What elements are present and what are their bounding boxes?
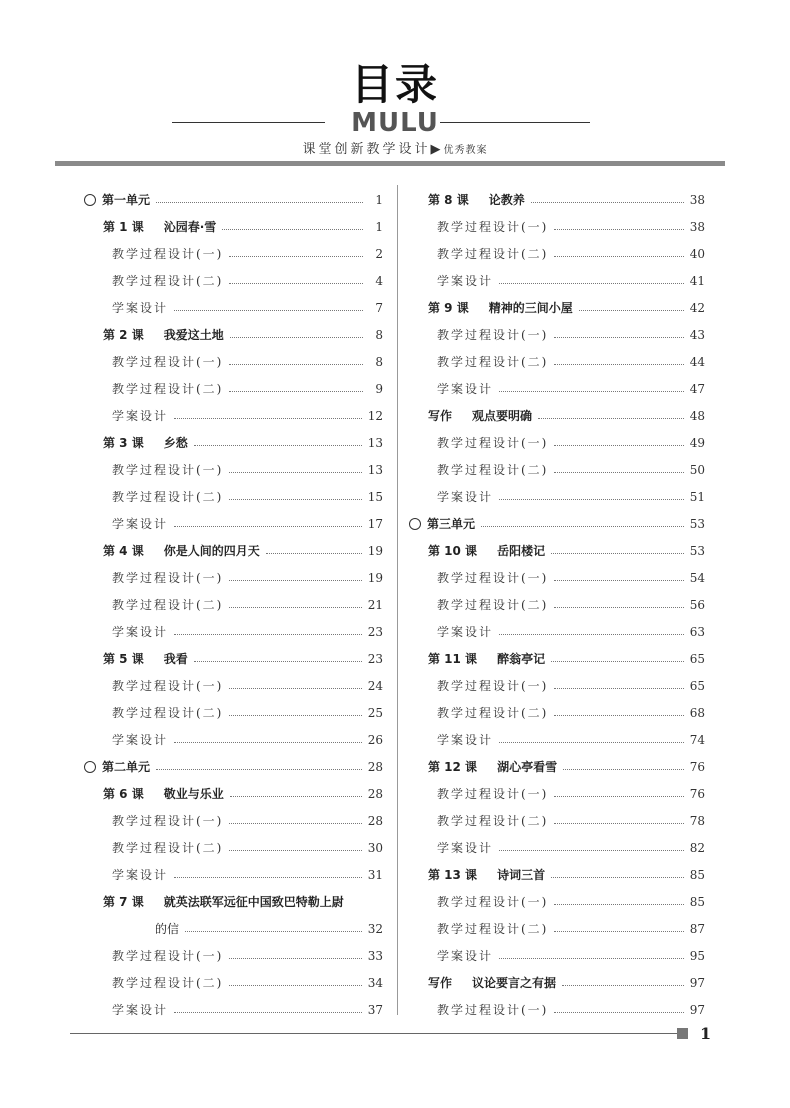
entry-title: 教学过程设计(二) [112, 274, 224, 288]
entry-title: 教学过程设计(二) [437, 814, 549, 828]
toc-entry-unit[interactable] [84, 753, 383, 780]
dot-leader [194, 445, 362, 446]
dot-leader [499, 283, 684, 284]
dot-leader [554, 715, 683, 716]
entry-title: 学案设计 [437, 733, 494, 747]
lesson-number: 第 11 课 [428, 652, 478, 666]
entry-page: 38 [689, 219, 705, 234]
dot-leader [174, 742, 362, 743]
toc-entry-sub[interactable] [409, 483, 705, 510]
entry-page: 1 [375, 192, 383, 207]
dot-leader [174, 877, 362, 878]
dot-leader [174, 310, 363, 311]
dot-leader [538, 418, 684, 419]
entry-page: 19 [367, 570, 383, 585]
dot-leader [229, 499, 361, 500]
entry-title: 教学过程设计(一) [437, 436, 549, 450]
entry-title: 岳阳楼记 [497, 544, 546, 558]
entry-title: 教学过程设计(二) [437, 598, 549, 612]
entry-title: 的信 [155, 922, 180, 936]
lesson-number: 第 12 课 [428, 760, 478, 774]
entry-page: 30 [367, 840, 383, 855]
footer-square [677, 1028, 688, 1039]
dot-leader [222, 229, 363, 230]
entry-page: 82 [689, 840, 705, 855]
dot-leader [554, 1012, 683, 1013]
dot-leader [229, 391, 363, 392]
entry-page: 54 [689, 570, 705, 585]
toc-entry-sub[interactable] [409, 942, 705, 969]
entry-title: 教学过程设计(二) [437, 463, 549, 477]
entry-title: 诗词三首 [497, 868, 546, 882]
toc-entry-lesson[interactable] [409, 645, 705, 672]
lesson-number: 写作 [428, 409, 453, 423]
toc-entry-sub[interactable] [409, 564, 705, 591]
dot-leader [499, 742, 684, 743]
toc-entry-sub[interactable] [409, 888, 705, 915]
entry-page: 33 [367, 948, 383, 963]
entry-title: 学案设计 [112, 1003, 169, 1017]
toc-entry-lesson[interactable] [409, 294, 705, 321]
toc-entry-sub[interactable] [84, 402, 383, 429]
entry-title: 就英法联军远征中国致巴特勒上尉 [163, 895, 344, 909]
lesson-number: 第 1 课 [103, 220, 144, 234]
column-divider [397, 185, 398, 1015]
entry-page: 74 [689, 732, 705, 747]
toc-entry-sub[interactable] [84, 564, 383, 591]
entry-title: 教学过程设计(一) [437, 328, 549, 342]
toc-entry-sub[interactable] [409, 807, 705, 834]
entry-title: 学案设计 [437, 490, 494, 504]
entry-page: 21 [367, 597, 383, 612]
entry-title: 论教养 [488, 193, 525, 207]
entry-page: 51 [689, 489, 705, 504]
entry-page: 48 [689, 408, 705, 423]
entry-page: 8 [375, 327, 383, 342]
toc-entry-sub[interactable] [84, 618, 383, 645]
entry-page: 9 [375, 381, 383, 396]
entry-page: 85 [689, 894, 705, 909]
toc-entry-sub[interactable] [84, 267, 383, 294]
toc-entry-sub[interactable] [84, 834, 383, 861]
book-subtitle [0, 138, 790, 157]
toc-entry-sub[interactable] [409, 429, 705, 456]
entry-title: 教学过程设计(一) [437, 1003, 549, 1017]
entry-page: 56 [689, 597, 705, 612]
entry-page: 44 [689, 354, 705, 369]
toc-entry-sub[interactable] [84, 996, 383, 1023]
entry-title: 学案设计 [112, 733, 169, 747]
entry-page: 42 [689, 300, 705, 315]
entry-title: 教学过程设计(二) [112, 706, 224, 720]
dot-leader [531, 202, 684, 203]
entry-page: 13 [367, 435, 383, 450]
title-pinyin: MULU [351, 108, 439, 138]
entry-title: 议论要言之有据 [472, 976, 557, 990]
entry-title: 第三单元 [427, 517, 476, 531]
entry-page: 28 [367, 813, 383, 828]
lesson-number: 第 7 课 [103, 895, 144, 909]
dot-leader [554, 229, 683, 230]
entry-title: 教学过程设计(一) [112, 463, 224, 477]
entry-title: 教学过程设计(二) [112, 598, 224, 612]
toc-entry-sub[interactable] [409, 699, 705, 726]
entry-title: 你是人间的四月天 [163, 544, 260, 558]
entry-page: 38 [689, 192, 705, 207]
dot-leader [229, 688, 361, 689]
footer-rule [70, 1033, 677, 1034]
header-bar [55, 161, 725, 166]
lesson-number: 第 5 课 [103, 652, 144, 666]
toc-entry-sub[interactable] [409, 996, 705, 1023]
dot-leader [554, 931, 683, 932]
entry-title: 学案设计 [437, 841, 494, 855]
entry-page: 49 [689, 435, 705, 450]
toc-entry-lesson[interactable] [409, 186, 705, 213]
toc-entry-sub[interactable] [409, 834, 705, 861]
entry-title: 湖心亭看雪 [497, 760, 558, 774]
lesson-number: 第 2 课 [103, 328, 144, 342]
entry-title: 教学过程设计(二) [112, 490, 224, 504]
entry-title: 学案设计 [112, 868, 169, 882]
entry-title: 学案设计 [112, 301, 169, 315]
dot-leader [554, 445, 683, 446]
dot-leader [551, 661, 684, 662]
dot-leader [229, 850, 361, 851]
toc-entry-sub[interactable] [84, 483, 383, 510]
entry-page: 13 [367, 462, 383, 477]
entry-page: 37 [367, 1002, 383, 1017]
toc-entry-sub[interactable] [409, 618, 705, 645]
entry-page: 40 [689, 246, 705, 261]
entry-title: 第一单元 [102, 193, 151, 207]
toc-entry-lesson[interactable] [84, 321, 383, 348]
entry-page: 65 [689, 678, 705, 693]
entry-title: 精神的三间小屋 [488, 301, 573, 315]
toc-entry-sub[interactable] [409, 321, 705, 348]
dot-leader [229, 364, 363, 365]
dot-leader [230, 796, 362, 797]
entry-page: 41 [689, 273, 705, 288]
toc-entry-lesson[interactable] [84, 888, 383, 915]
dot-leader [174, 634, 362, 635]
entry-page: 95 [689, 948, 705, 963]
entry-page: 76 [689, 759, 705, 774]
toc-entry-sub[interactable] [409, 213, 705, 240]
entry-title: 学案设计 [112, 409, 169, 423]
toc-entry-sub[interactable] [84, 699, 383, 726]
toc-entry-lesson[interactable] [84, 645, 383, 672]
dot-leader [229, 283, 363, 284]
toc-entry-sub[interactable] [84, 348, 383, 375]
entry-page: 17 [367, 516, 383, 531]
lesson-number: 第 10 课 [428, 544, 478, 558]
title-rule-right [440, 122, 590, 123]
lesson-number: 第 13 课 [428, 868, 478, 882]
entry-page: 15 [367, 489, 383, 504]
dot-leader [499, 634, 684, 635]
dot-leader [562, 985, 684, 986]
entry-title: 教学过程设计(二) [112, 976, 224, 990]
toc-entry-sub[interactable] [84, 942, 383, 969]
entry-title: 我爱这土地 [163, 328, 224, 342]
toc-entry-sub[interactable] [84, 456, 383, 483]
entry-title: 第二单元 [102, 760, 151, 774]
lesson-number: 第 3 课 [103, 436, 144, 450]
entry-page: 1 [375, 219, 383, 234]
toc-entry-lesson[interactable] [409, 861, 705, 888]
toc-entry-unit[interactable] [84, 186, 383, 213]
dot-leader [554, 823, 683, 824]
dot-leader [229, 823, 361, 824]
entry-title: 教学过程设计(二) [112, 382, 224, 396]
entry-page: 23 [367, 624, 383, 639]
toc-entry-sub[interactable] [84, 969, 383, 996]
toc-entry-sub[interactable] [84, 591, 383, 618]
entry-title: 教学过程设计(一) [437, 895, 549, 909]
dot-leader [194, 661, 362, 662]
entry-title: 教学过程设计(二) [437, 922, 549, 936]
entry-title: 教学过程设计(一) [437, 571, 549, 585]
toc-entry-lesson[interactable] [84, 429, 383, 456]
entry-page: 47 [689, 381, 705, 396]
entry-page: 26 [367, 732, 383, 747]
circle-icon [409, 518, 421, 530]
entry-page: 31 [367, 867, 383, 882]
entry-page: 12 [367, 408, 383, 423]
entry-page: 23 [367, 651, 383, 666]
page-number: 1 [700, 1024, 712, 1043]
page-title: 目录 [350, 60, 439, 109]
dot-leader [554, 472, 683, 473]
entry-page: 4 [375, 273, 383, 288]
dot-leader [554, 337, 683, 338]
toc-entry-lesson[interactable] [84, 780, 383, 807]
dot-leader [156, 202, 363, 203]
dot-leader [499, 958, 684, 959]
toc-entry-sub[interactable] [409, 456, 705, 483]
dot-leader [229, 607, 361, 608]
toc-entry-lesson[interactable] [84, 537, 383, 564]
dot-leader [554, 364, 683, 365]
entry-title: 沁园春·雪 [163, 220, 217, 234]
dot-leader [554, 256, 683, 257]
dot-leader [551, 877, 684, 878]
entry-title: 教学过程设计(一) [112, 247, 224, 261]
entry-page: 97 [689, 1002, 705, 1017]
triangle-icon: ▶ [430, 142, 444, 157]
toc-column-right [409, 186, 705, 1023]
lesson-number: 第 4 课 [103, 544, 144, 558]
dot-leader [229, 472, 361, 473]
dot-leader [229, 580, 361, 581]
entry-title: 教学过程设计(一) [437, 679, 549, 693]
dot-leader [499, 850, 684, 851]
entry-page: 8 [375, 354, 383, 369]
entry-title: 学案设计 [437, 949, 494, 963]
toc-entry-sub[interactable] [84, 294, 383, 321]
toc-entry-sub[interactable] [409, 726, 705, 753]
entry-title: 学案设计 [437, 382, 494, 396]
dot-leader [156, 769, 362, 770]
entry-page: 2 [375, 246, 383, 261]
dot-leader [229, 985, 361, 986]
entry-page: 53 [689, 543, 705, 558]
entry-page: 78 [689, 813, 705, 828]
entry-title: 学案设计 [437, 625, 494, 639]
circle-icon [84, 761, 96, 773]
entry-title: 教学过程设计(一) [112, 814, 224, 828]
dot-leader [229, 958, 361, 959]
dot-leader [499, 391, 684, 392]
toc-entry-unit[interactable] [409, 510, 705, 537]
toc-entry-sub[interactable] [84, 807, 383, 834]
entry-title: 教学过程设计(一) [437, 787, 549, 801]
entry-title: 学案设计 [112, 517, 169, 531]
toc-entry-sub[interactable] [84, 861, 383, 888]
entry-page: 50 [689, 462, 705, 477]
entry-page: 19 [367, 543, 383, 558]
entry-title: 学案设计 [112, 625, 169, 639]
entry-title: 教学过程设计(一) [112, 355, 224, 369]
toc-entry-sub[interactable] [409, 348, 705, 375]
dot-leader [174, 526, 362, 527]
toc-entry-lesson[interactable] [409, 402, 705, 429]
dot-leader [174, 1012, 362, 1013]
lesson-number: 第 6 课 [103, 787, 144, 801]
entry-page: 76 [689, 786, 705, 801]
entry-title: 醉翁亭记 [497, 652, 546, 666]
toc-column-left [84, 186, 383, 1023]
entry-title: 乡愁 [163, 436, 188, 450]
entry-title: 教学过程设计(二) [437, 706, 549, 720]
entry-title: 我看 [163, 652, 188, 666]
entry-page: 87 [689, 921, 705, 936]
entry-page: 43 [689, 327, 705, 342]
entry-page: 65 [689, 651, 705, 666]
entry-title: 教学过程设计(一) [112, 679, 224, 693]
lesson-number: 写作 [428, 976, 453, 990]
entry-page: 85 [689, 867, 705, 882]
toc-entry-sub[interactable] [409, 375, 705, 402]
toc-entry-sub[interactable] [409, 267, 705, 294]
toc-entry-sub[interactable] [84, 240, 383, 267]
toc-entry-sub[interactable] [84, 375, 383, 402]
dot-leader [554, 796, 683, 797]
dot-leader [579, 310, 684, 311]
entry-page: 63 [689, 624, 705, 639]
dot-leader [554, 688, 683, 689]
dot-leader [174, 418, 362, 419]
toc-entry-sub[interactable] [409, 915, 705, 942]
entry-title: 教学过程设计(二) [112, 841, 224, 855]
entry-page: 32 [367, 921, 383, 936]
dot-leader [229, 256, 363, 257]
dot-leader [554, 580, 683, 581]
entry-page: 97 [689, 975, 705, 990]
entry-page: 7 [375, 300, 383, 315]
entry-page: 24 [367, 678, 383, 693]
toc-entry-sub[interactable] [409, 591, 705, 618]
dot-leader [481, 526, 684, 527]
lesson-number: 第 9 课 [428, 301, 469, 315]
entry-title: 教学过程设计(一) [112, 571, 224, 585]
dot-leader [551, 553, 684, 554]
toc-entry-lesson[interactable] [84, 213, 383, 240]
entry-title: 教学过程设计(一) [112, 949, 224, 963]
series-tag: 优秀教案 [443, 145, 488, 156]
dot-leader [230, 337, 363, 338]
dot-leader [266, 553, 362, 554]
entry-page: 53 [689, 516, 705, 531]
dot-leader [563, 769, 684, 770]
toc-entry-lesson[interactable] [409, 969, 705, 996]
entry-title: 教学过程设计(一) [437, 220, 549, 234]
dot-leader [185, 931, 362, 932]
dot-leader [554, 904, 683, 905]
toc-entry-sub[interactable] [84, 510, 383, 537]
series-name: 课堂创新教学设计 [302, 142, 431, 157]
circle-icon [84, 194, 96, 206]
entry-title: 教学过程设计(二) [437, 247, 549, 261]
entry-page: 28 [367, 759, 383, 774]
dot-leader [229, 715, 361, 716]
toc-entry-sub[interactable] [409, 780, 705, 807]
entry-page: 68 [689, 705, 705, 720]
entry-title: 敬业与乐业 [163, 787, 224, 801]
toc-entry-lesson[interactable] [409, 753, 705, 780]
lesson-number: 第 8 课 [428, 193, 469, 207]
toc-entry-sub[interactable] [409, 240, 705, 267]
entry-page: 28 [367, 786, 383, 801]
dot-leader [499, 499, 684, 500]
toc-entry-sub[interactable] [84, 672, 383, 699]
toc-entry-cont[interactable] [84, 915, 383, 942]
entry-page: 25 [367, 705, 383, 720]
entry-title: 教学过程设计(二) [437, 355, 549, 369]
entry-title: 观点要明确 [472, 409, 533, 423]
toc-entry-lesson[interactable] [409, 537, 705, 564]
entry-title: 学案设计 [437, 274, 494, 288]
toc-entry-sub[interactable] [409, 672, 705, 699]
dot-leader [554, 607, 683, 608]
toc-entry-sub[interactable] [84, 726, 383, 753]
entry-page: 34 [367, 975, 383, 990]
